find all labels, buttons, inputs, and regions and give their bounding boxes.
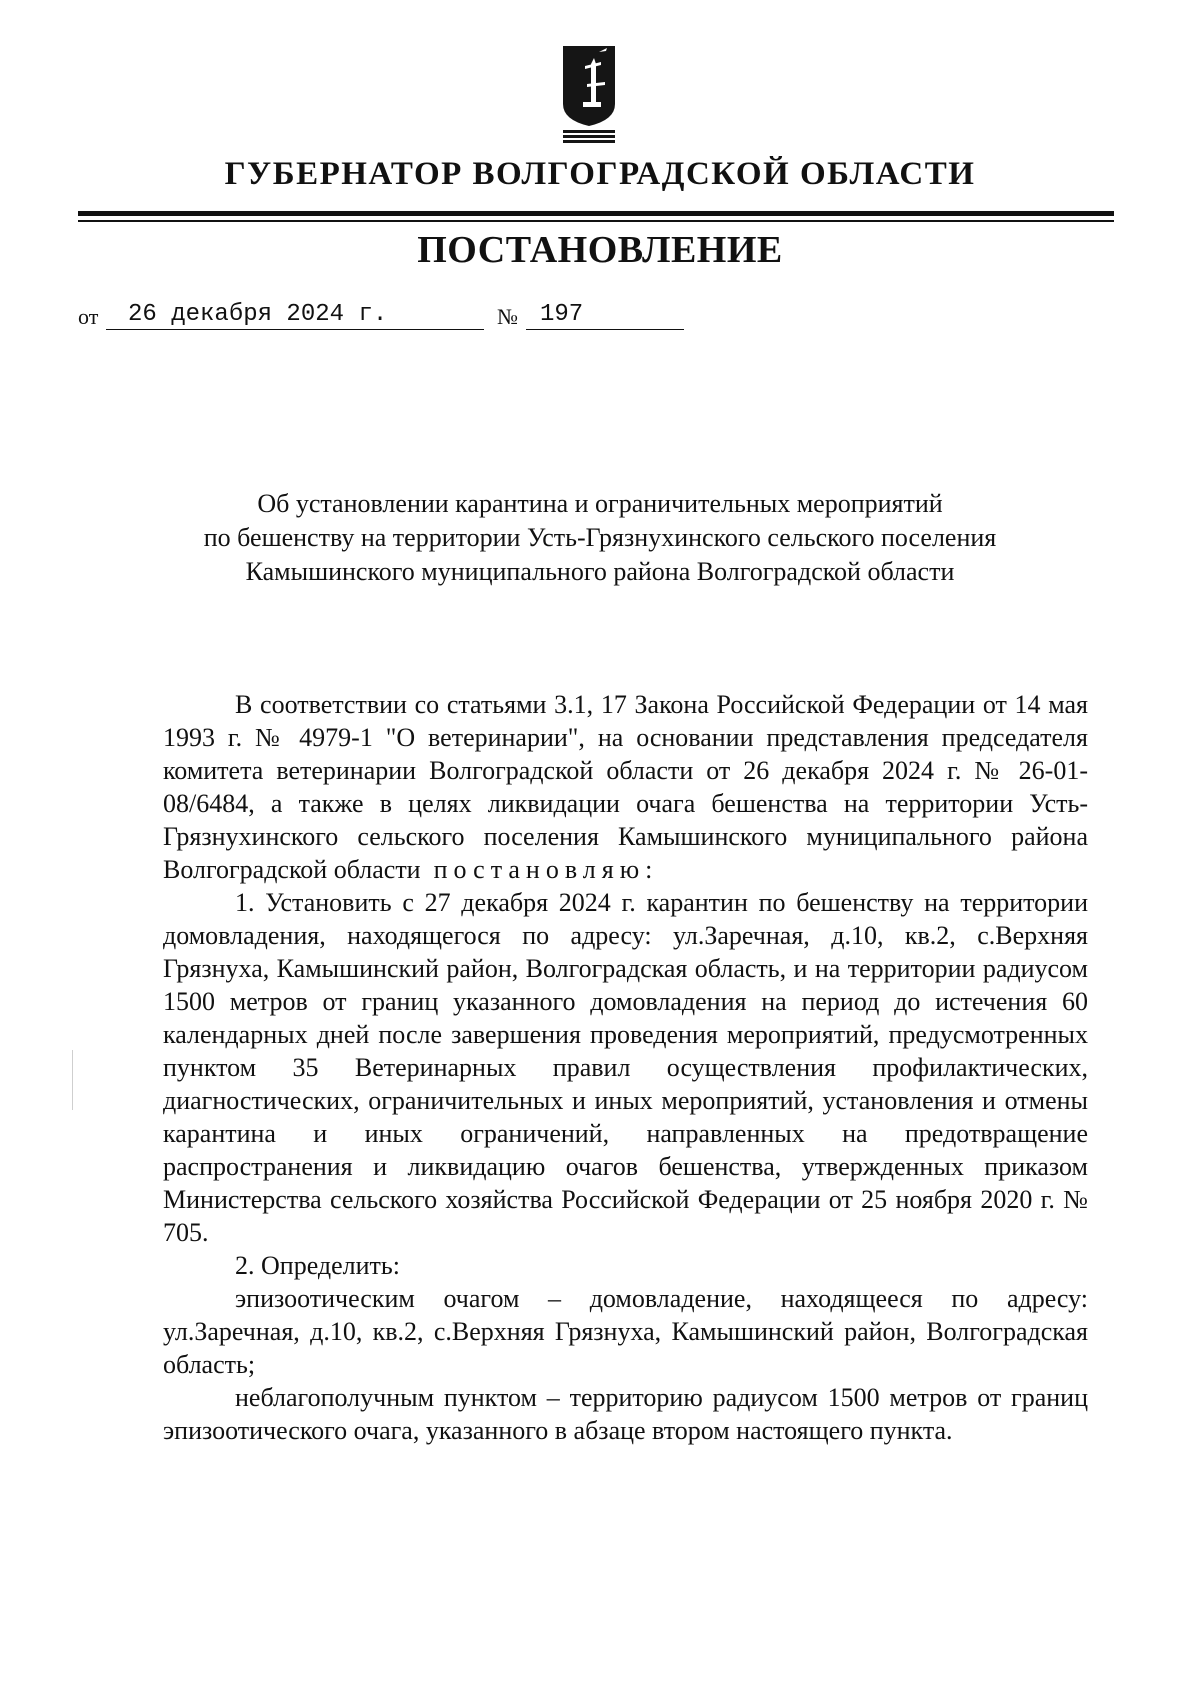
item-1-paragraph: 1. Установить с 27 декабря 2024 г. карантин по бешенству на территории домовладения, находящегося по адресу: ул.Заречная, д.10, кв.2, с.Верхняя Грязнуха, Камышинский район, Волгоградская область, и на территории радиусом 1500 метров от границ указанного домовладения на период до истечения 60 календарных дней после завершения проведения мероприятий, предусмотренных пунктом 35 Ветеринарных правил осуществления профилактических, диагностических, ограничительных и иных мероприятий, установления и отмены карантина и иных ограничений, направленных на предотвращение распространения и ликвидацию очагов бешенства, утвержденных приказом Министерства сельского хозяйства Российской Федерации от 25 ноября 2020 г. № 705.	[163, 888, 1088, 1247]
document-body	[163, 688, 1088, 1447]
scan-margin-mark	[72, 1050, 73, 1110]
header-rule-thin	[78, 220, 1114, 222]
header-rule-thick	[78, 211, 1114, 216]
item-2-paragraph: 2. Определить:	[235, 1251, 400, 1280]
item-2-focus-paragraph: эпизоотическим очагом – домовладение, находящееся по адресу: ул.Заречная, д.10, кв.2, с.Верхняя Грязнуха, Камышинский район, Волгоградская область;	[163, 1284, 1088, 1379]
item-2-point-paragraph: неблагополучным пунктом – территорию радиусом 1500 метров от границ эпизоотического очага, указанного в абзаце втором настоящего пункта.	[163, 1383, 1088, 1445]
authority-name: ГУБЕРНАТОР ВОЛГОГРАДСКОЙ ОБЛАСТИ	[224, 156, 976, 192]
preamble-paragraph	[163, 688, 1088, 886]
subject-line: Камышинского муниципального района Волгоградской области	[245, 557, 955, 586]
document-number: 197	[540, 301, 584, 328]
decree-word: постановляю:	[433, 855, 659, 884]
preamble-text: В соответствии со статьями 3.1, 17 Закона Российской Федерации от 14 мая 1993 г. № 4979-1 "О ветеринарии", на основании представления председателя комитета ветеринарии Волгоградской области от 26 декабря 2024 г. № 26-01-08/6484, а также в целях ликвидации очага бешенства на территории Усть-Грязнухинского сельского поселения Камышинского муниципального района Волгоградской области	[163, 690, 1088, 884]
subject-line: Об установлении карантина и ограничительных мероприятий	[257, 489, 943, 518]
document-date: 26 декабря 2024 г.	[128, 301, 388, 328]
subject-line: по бешенству на территории Усть-Грязнухинского сельского поселения	[203, 523, 997, 552]
volgograd-coat-of-arms-icon	[561, 44, 617, 144]
document-subject	[120, 487, 1080, 589]
number-underline	[526, 329, 684, 330]
number-prefix: №	[497, 304, 518, 329]
date-underline	[106, 329, 484, 330]
document-type-title: ПОСТАНОВЛЕНИЕ	[417, 229, 783, 271]
date-prefix: от	[78, 304, 99, 329]
